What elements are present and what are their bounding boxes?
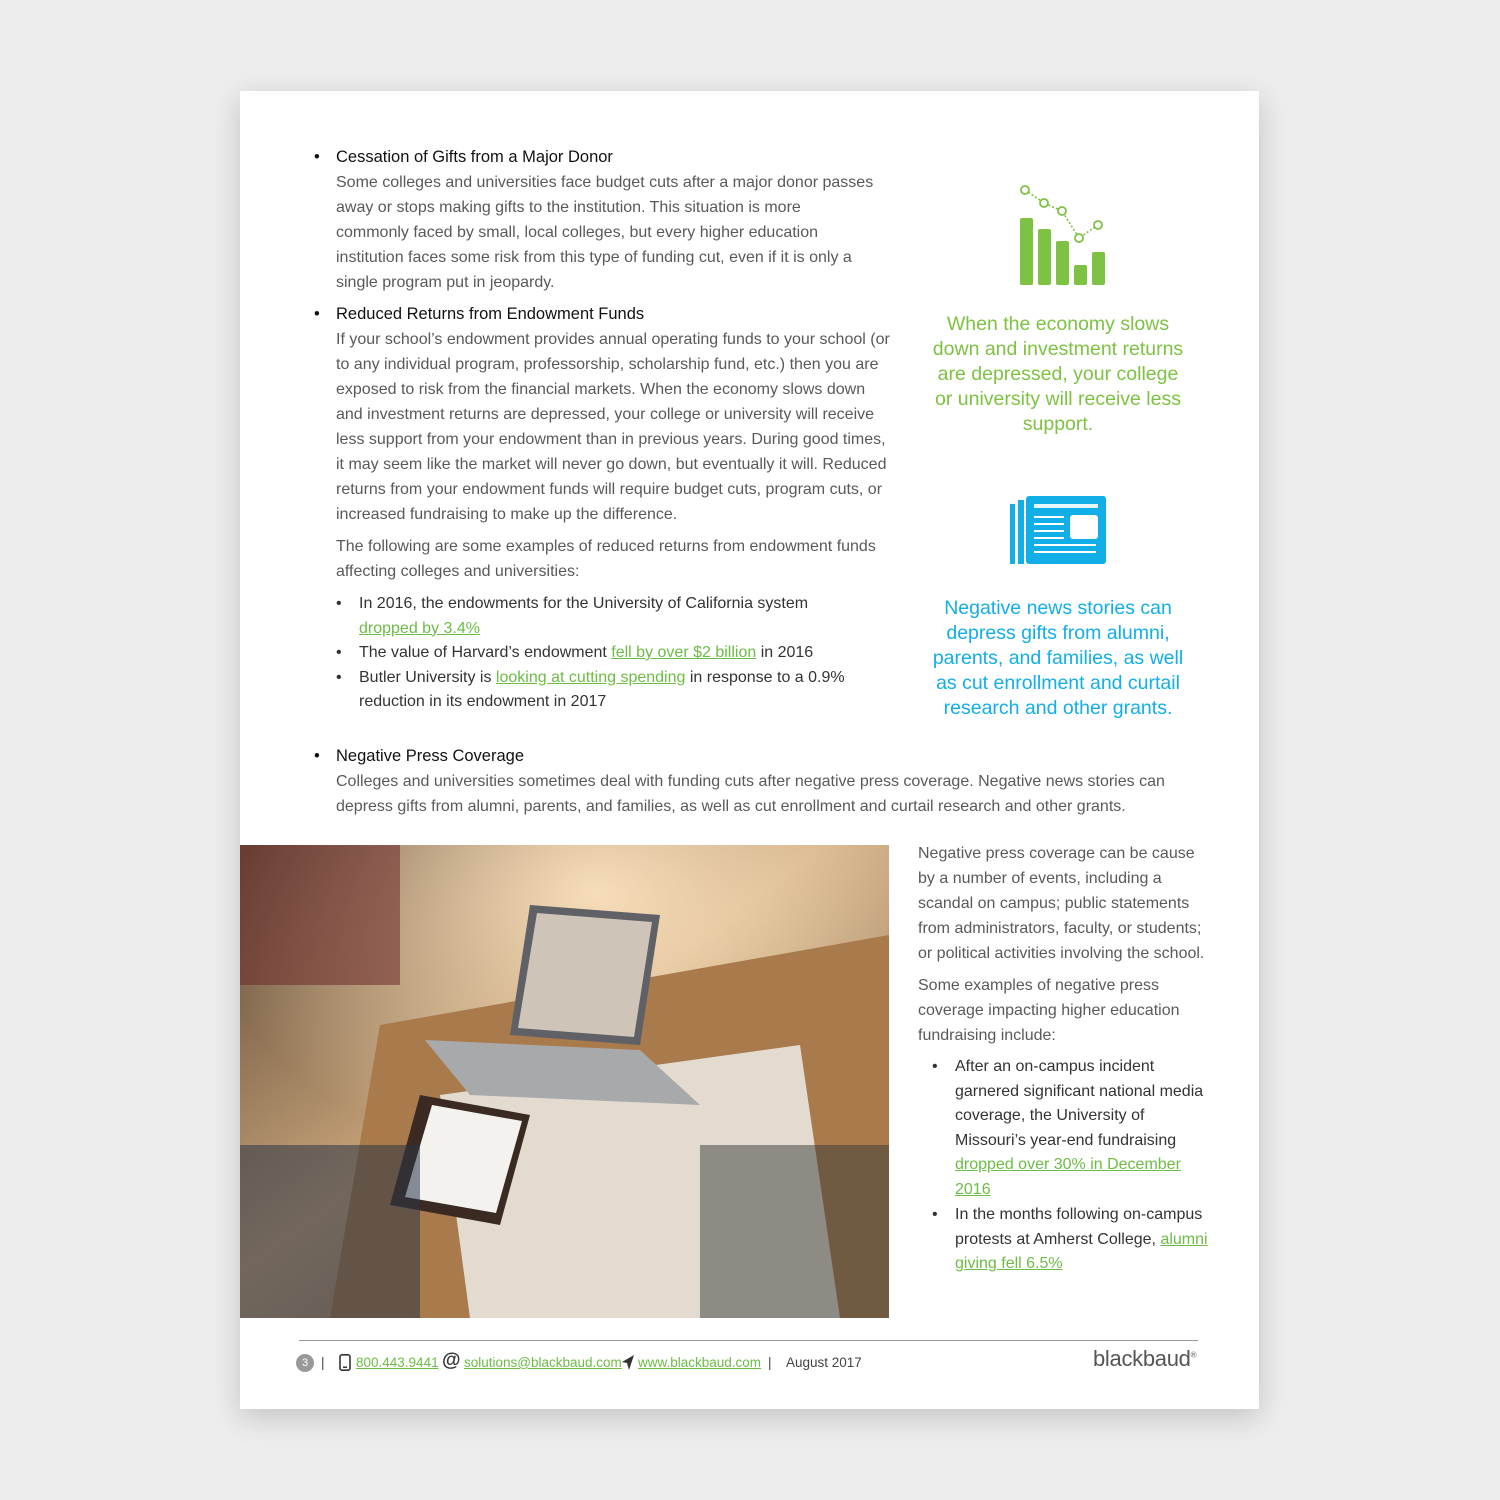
source-link[interactable]: fell by over $2 billion (611, 644, 757, 661)
source-link[interactable]: dropped over 30% in December 2016 (955, 1156, 1181, 1198)
registered-mark: ® (1190, 1350, 1197, 1360)
list-item (359, 592, 859, 641)
list-item-text: in response to a 0.9% reduction in its endowment in 2017 (359, 668, 845, 710)
section-endowment (336, 303, 891, 584)
section-body-press: Colleges and universities sometimes deal with funding cuts after negative press coverage. Negative news stories can depress gifts from alumni, parents, and families, as well as cut enrollment and curtail research and other grants. (336, 773, 1165, 815)
students-laptop-photo (240, 845, 889, 1318)
press-examples-list (918, 1055, 1208, 1277)
list-item-text: The value of Harvard’s endowment (359, 644, 612, 661)
newspaper-icon (1010, 496, 1106, 566)
list-item (359, 666, 859, 715)
at-sign-icon: @ (442, 1350, 461, 1371)
declining-bar-chart-icon (1018, 183, 1110, 287)
footer-separator: | (768, 1355, 772, 1370)
footer-divider (299, 1340, 1198, 1341)
footer-email-link[interactable]: solutions@blackbaud.com (464, 1355, 622, 1370)
section-major-donor (336, 146, 876, 295)
page-number-badge: 3 (296, 1354, 314, 1372)
footer-website-link[interactable]: www.blackbaud.com (638, 1355, 762, 1370)
footer-separator: | (321, 1355, 325, 1370)
list-item (955, 1055, 1208, 1202)
brand-name: blackbaud (1093, 1346, 1191, 1371)
press-side-paragraph-1: Negative press coverage can be cause by a number of events, including a scandal on campus; public statements from administrators, faculty, or students; or political activities involving the school. (918, 845, 1205, 962)
footer-date: August 2017 (786, 1355, 862, 1370)
cursor-arrow-icon (621, 1354, 635, 1371)
source-link[interactable]: dropped by 3.4% (359, 619, 480, 637)
source-link[interactable]: alumni giving fell 6.5% (955, 1230, 1208, 1272)
section-press (336, 745, 1216, 819)
endowment-intro: The following are some examples of reduced returns from endowment funds affecting colleges and universities: (336, 538, 876, 580)
callout-economy: When the economy slows down and investment returns are depressed, your college or university will receive less support. (932, 313, 1184, 435)
list-item-text: In 2016, the endowments for the University of California system (359, 595, 809, 612)
section-body-endowment: If your school’s endowment provides annual operating funds to your school (or to any individual program, professorship, scholarship fund, etc.) then you are exposed to risk from the financial markets. When the economy slows down and investment returns are depressed, your college or university will receive less support from your endowment than in previous years. During good times, it may seem like the market will never go down, but eventually it will. Reduced returns from your endowment funds will require budget cuts, program cuts, or increased fundraising to make up the difference. (336, 331, 890, 523)
section-title-press: • Negative Press Coverage (336, 745, 1216, 767)
section-title-major-donor: • Cessation of Gifts from a Major Donor (336, 146, 876, 168)
list-item (955, 1203, 1208, 1277)
callout-news: Negative news stories can depress gifts from alumni, parents, and families, as well as cut enrollment and curtail research and other grants. (932, 597, 1184, 719)
section-title-endowment: • Reduced Returns from Endowment Funds (336, 303, 891, 325)
source-link[interactable]: looking at cutting spending (495, 668, 686, 686)
section-body-major-donor: Some colleges and universities face budget cuts after a major donor passes away or stops making gifts to the institution. This situation is more commonly faced by small, local colleges, but every higher education institution faces some risk from this type of funding cut, even if it is only a single program put in jeopardy. (336, 174, 874, 291)
blackbaud-logo (1093, 1346, 1196, 1372)
list-item-text: Butler University is (359, 668, 496, 686)
document-page (240, 91, 1259, 1409)
list-item-text: In the months following on-campus protests at Amherst College, (955, 1206, 1203, 1248)
list-item (359, 641, 859, 666)
endowment-examples-list (359, 592, 859, 715)
press-side-paragraph-2: Some examples of negative press coverage impacting higher education fundraising include: (918, 977, 1180, 1044)
list-item-text: After an on-campus incident garnered significant national media coverage, the University of Missouri’s year-end fundraising (955, 1058, 1204, 1149)
press-side-column (918, 841, 1208, 1277)
list-item-text: in 2016 (756, 644, 814, 661)
footer-phone-link[interactable]: 800.443.9441 (356, 1355, 439, 1370)
mobile-phone-icon (339, 1354, 351, 1371)
